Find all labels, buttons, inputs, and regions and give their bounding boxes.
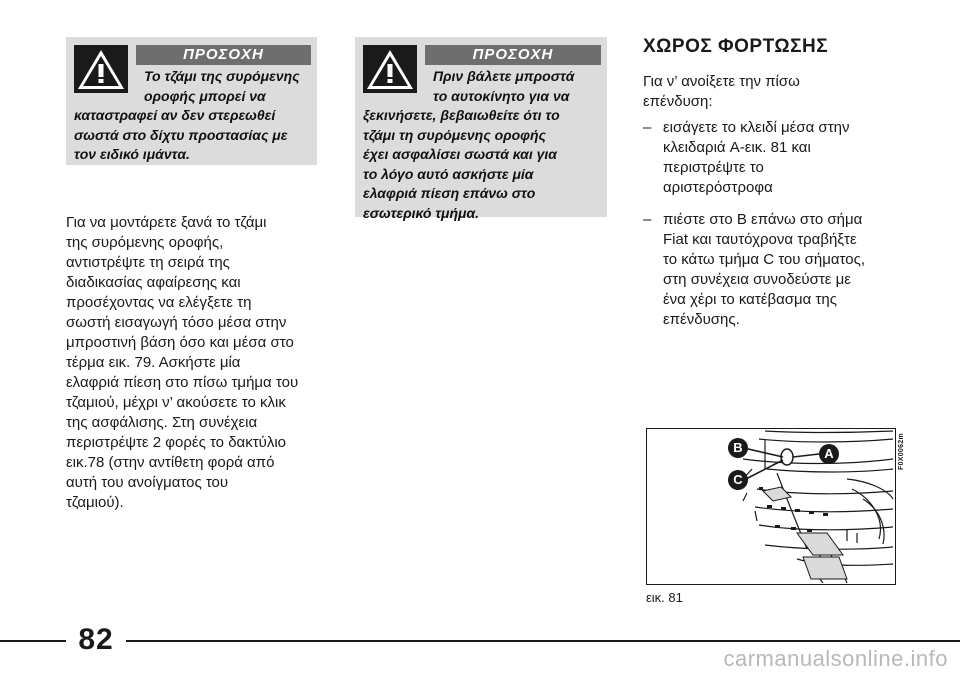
list-line: ένα χέρι το κατέβασμα της bbox=[663, 291, 837, 308]
body-line: τέρμα εικ. 79. Ασκήστε μία bbox=[66, 354, 241, 371]
body-line: εικ.78 (στην αντίθετη φορά από bbox=[66, 454, 275, 471]
rear-door-drawing bbox=[647, 429, 895, 584]
list-line: κλειδαριά A-εικ. 81 και bbox=[663, 139, 811, 156]
figure-81-illustration bbox=[646, 428, 896, 585]
body-line: της συρόμενης οροφής, bbox=[66, 234, 224, 251]
warning-title: ΠΡΟΣΟΧΗ bbox=[425, 45, 601, 65]
list-line: το κάτω τμήμα C του σήματος, bbox=[663, 251, 865, 268]
list-line: Fiat και ταυτόχρονα τραβήξτε bbox=[663, 231, 857, 248]
list-line: πιέστε στο B επάνω στο σήμα bbox=[663, 211, 863, 228]
body-line: της ασφάλισης. Στη συνέχεια bbox=[66, 414, 258, 431]
list-item bbox=[643, 210, 913, 330]
callout-a: A bbox=[819, 444, 839, 464]
warning-lead-line: το αυτοκίνητο για να bbox=[433, 87, 570, 104]
warning-line: έχει ασφαλίσει σωστά και για bbox=[363, 146, 557, 162]
body-line: τζαμιού). bbox=[66, 494, 124, 511]
body-line: σωστή εισαγωγή τόσο μέσα στην bbox=[66, 314, 287, 331]
warning-line: σωστά στο δίχτυ προστασίας με bbox=[74, 126, 288, 143]
list-dash: – bbox=[643, 211, 652, 228]
intro-line: επένδυση: bbox=[643, 93, 713, 110]
warning-line: καταστραφεί αν δεν στερεωθεί bbox=[74, 107, 276, 123]
warning-box-left bbox=[66, 37, 317, 165]
warning-lead-line: Το τζάμι της συρόμενης bbox=[144, 68, 300, 84]
callout-b: B bbox=[728, 438, 748, 458]
warning-line: τον ειδικό ιμάντα. bbox=[74, 146, 190, 162]
body-line: ελαφριά πίεση στο πίσω τμήμα του bbox=[66, 374, 299, 391]
body-line: αυτή του ανοίγματος του bbox=[66, 474, 229, 491]
instruction-list bbox=[643, 118, 913, 342]
body-line: περιστρέψτε 2 φορές το δακτύλιο bbox=[66, 434, 287, 451]
warning-line: ελαφριά πίεση επάνω στο bbox=[363, 185, 536, 201]
warning-line: εσωτερικό τμήμα. bbox=[363, 204, 480, 221]
warning-triangle-icon bbox=[74, 45, 128, 93]
footer-rule-right bbox=[126, 640, 960, 642]
warning-line: τζάμι τη συρόμενης οροφής bbox=[363, 126, 547, 143]
body-line: Για να μοντάρετε ξανά το τζάμι bbox=[66, 214, 267, 231]
body-line: προσέχοντας να ελέγξετε τη bbox=[66, 294, 252, 311]
list-line: στη συνέχεια συνοδεύστε με bbox=[663, 271, 851, 288]
section-heading: ΧΩΡΟΣ ΦΟΡΤΩΣΗΣ bbox=[643, 36, 829, 57]
warning-line: το λόγο αυτό ασκήστε μία bbox=[363, 165, 534, 182]
warning-lead-line: Πριν βάλετε μπροστά bbox=[433, 68, 575, 84]
intro-line: Για ν’ ανοίξετε την πίσω bbox=[643, 73, 800, 90]
warning-triangle-icon bbox=[363, 45, 417, 93]
body-line: τζαμιού, μέχρι ν’ ακούσετε το κλικ bbox=[66, 394, 286, 411]
figure-caption: εικ. 81 bbox=[646, 590, 683, 605]
callout-c: C bbox=[728, 470, 748, 490]
warning-title: ΠΡΟΣΟΧΗ bbox=[136, 45, 311, 65]
warning-line: ξεκινήσετε, βεβαιωθείτε ότι το bbox=[363, 107, 560, 123]
body-line: διαδικασίας αφαίρεσης και bbox=[66, 274, 241, 291]
list-line: περιστρέψτε το bbox=[663, 159, 764, 176]
figure-code: F0X0062m bbox=[898, 432, 905, 470]
list-item bbox=[643, 118, 913, 198]
warning-lead-line: οροφής μπορεί να bbox=[144, 87, 266, 104]
footer-rule-left bbox=[0, 640, 66, 642]
body-line: αντιστρέψτε τη σειρά της bbox=[66, 254, 230, 271]
watermark-text: carmanualsonline.info bbox=[723, 646, 948, 671]
list-line: επένδυσης. bbox=[663, 311, 740, 328]
page-number: 82 bbox=[78, 623, 114, 656]
body-paragraph bbox=[66, 213, 336, 513]
list-line: εισάγετε το κλειδί μέσα στην bbox=[663, 119, 850, 136]
warning-box-middle bbox=[355, 37, 607, 221]
section-intro bbox=[643, 72, 913, 112]
list-line: αριστερόστροφα bbox=[663, 179, 773, 196]
body-line: μπροστινή βάση όσο και μέσα στο bbox=[66, 334, 294, 351]
list-dash: – bbox=[643, 119, 652, 136]
